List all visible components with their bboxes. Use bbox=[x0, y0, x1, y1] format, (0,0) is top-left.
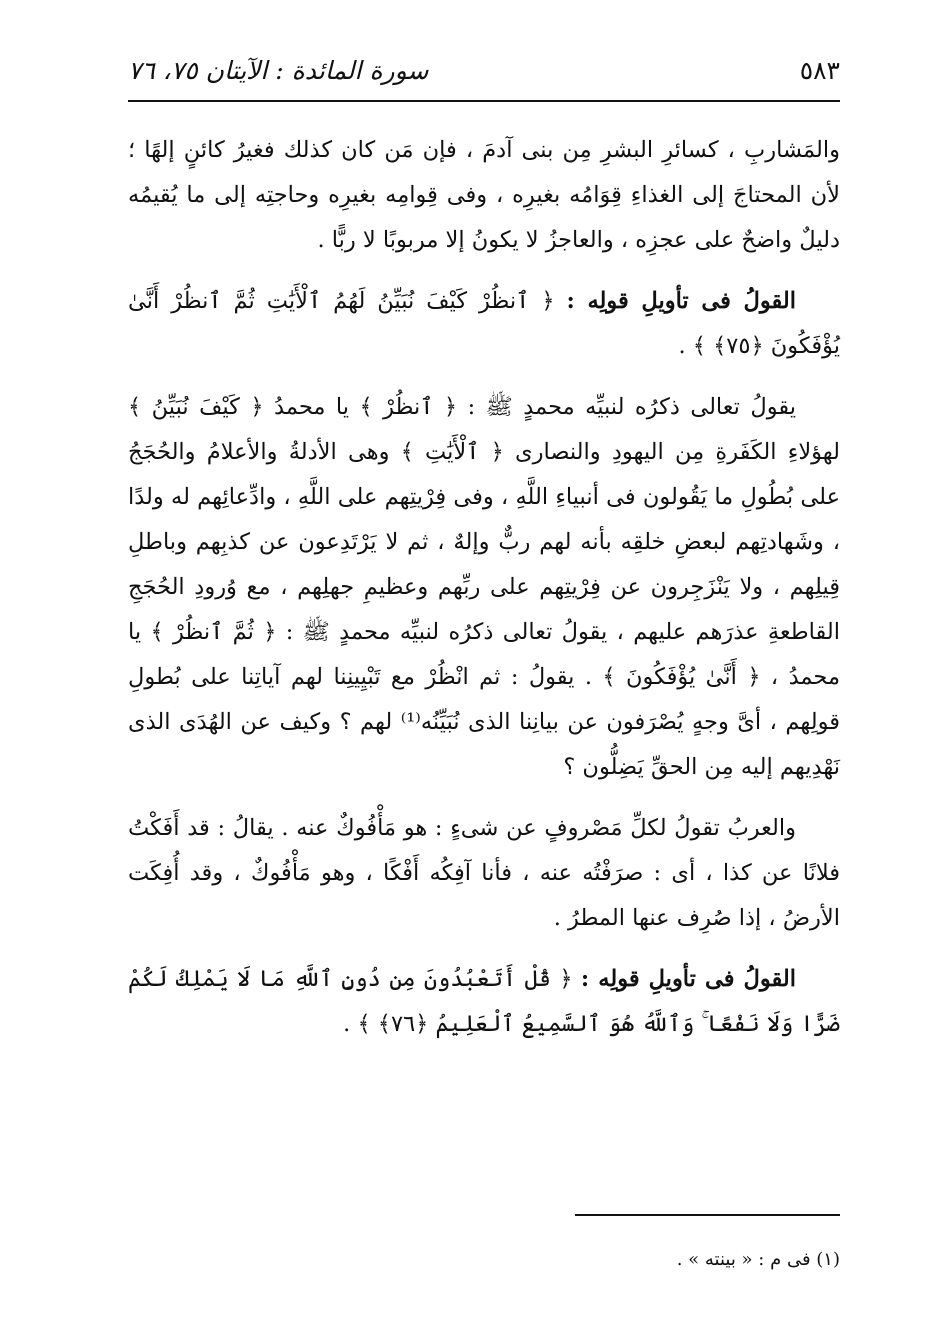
running-title: سورة المائدة : الآيتان ٧٥، ٧٦ bbox=[128, 55, 429, 85]
verse-text: ﴿ ٱنظُرْ كَيْفَ نُبَيِّنُ لَهُمُ ٱلْأَيَٰتِ ثُمَّ ٱنظُرْ أَنَّىٰ يُؤْفَكُونَ ﴿٧٥﴾ ﴾ . bbox=[128, 288, 840, 359]
section-label: القولُ فى تأويلِ قولِه : bbox=[580, 966, 797, 992]
paragraph bbox=[128, 806, 840, 941]
paragraph bbox=[128, 385, 840, 790]
paragraph bbox=[128, 128, 840, 263]
verse-text: ﴿ قُلْ أَتَعْبُدُونَ مِن دُونِ ٱللَّهِ مَا لَا يَمْلِكُ لَكُمْ ضَرًّا وَلَا نَفْعًا ۚ وَٱللَّهُ هُوَ ٱلسَّمِيعُ ٱلْعَلِيمُ ﴿٧٦﴾ ﴾ . bbox=[128, 966, 840, 1037]
main-text bbox=[128, 128, 840, 1063]
section-label: القولُ فى تأويلِ قولِه : bbox=[566, 288, 796, 314]
paragraph bbox=[128, 957, 840, 1047]
page-number: ٥٨٣ bbox=[799, 55, 840, 85]
footnote: (١) فى م : « بينته » . bbox=[676, 1249, 840, 1270]
paragraph-text: والمَشاربِ ، كسائرِ البشرِ مِن بنى آدمَ ، فإن مَن كان كذلك فغيرُ كائنٍ إلهًا ؛ لأن المحتاجَ إلى الغذاءِ قِوَامُه بغيرِه ، وفى قِوامِه بغيرِه وحاجتِه إلى ما يُقيمُه دليلٌ واضحٌ على عجزِه ، والعاجزُ لا يكونُ إلا مربوبًا لا ربًّا . bbox=[128, 137, 840, 253]
page-header bbox=[128, 44, 840, 96]
header-rule bbox=[128, 100, 840, 102]
footnote-rule bbox=[575, 1214, 840, 1216]
paragraph-text: يقولُ تعالى ذكرُه لنبيِّه محمدٍ ﷺ : ﴿ ٱنظُرْ ﴾ يا محمدُ ﴿ كَيْفَ نُبَيِّنُ ﴾ لهؤلاءِ الكَفَرةِ مِن اليهودِ والنصارى ﴿ ٱلْأَيَٰتِ ﴾ وهى الأدلةُ والأعلامُ والحُجَجُ على بُطُولِ ما يَقُولون فى أنبياءِ اللَّهِ ، وفى فِرْيتِهم على اللَّهِ ، وادِّعائِهم له ولدًا ، وشَهادتِهم لبعضِ خلقِه بأنه لهم ربٌّ وإلهٌ ، ثم لا يَرْتَدِعون عن كذبِهم وباطلِ قِيلِهم ، ولا يَنْزَجِرون عن فِرْيتِهم على ربِّهم وعظيمِ جهلِهم ، مع وُرودِ الحُجَجِ القاطعةِ عذرَهم عليهم ، يقولُ تعالى ذكرُه لنبيِّه محمدٍ ﷺ : ﴿ ثُمَّ ٱنظُرْ ﴾ يا محمدُ ، ﴿ أَنَّىٰ يُؤْفَكُونَ ﴾ . يقولُ : ثم انْظُرْ مع تَبْيِينِنا لهم آياتِنا على بُطولِ قولِهم ، أىَّ وجهٍ يُصْرَفون عن بيانِنا الذى نُبَيِّنُه⁽¹⁾ لهم ؟ وكيف عن الهُدَى الذى نَهْدِيهم إليه مِن الحقِّ يَضِلُّون ؟ bbox=[128, 394, 841, 780]
paragraph-text: والعربُ تقولُ لكلِّ مَصْروفٍ عن شىءٍ : هو مَأْفُوكٌ عنه . يقالُ : قد أَفَكْتُ فلانًا عن كذا ، أى : صرَفْتُه عنه ، فأنا آفِكُه أَفْكًا ، وهو مَأْفُوكٌ ، وقد أُفِكَت الأرضُ ، إذا صُرِف عنها المطرُ . bbox=[128, 815, 840, 931]
paragraph bbox=[128, 279, 840, 369]
